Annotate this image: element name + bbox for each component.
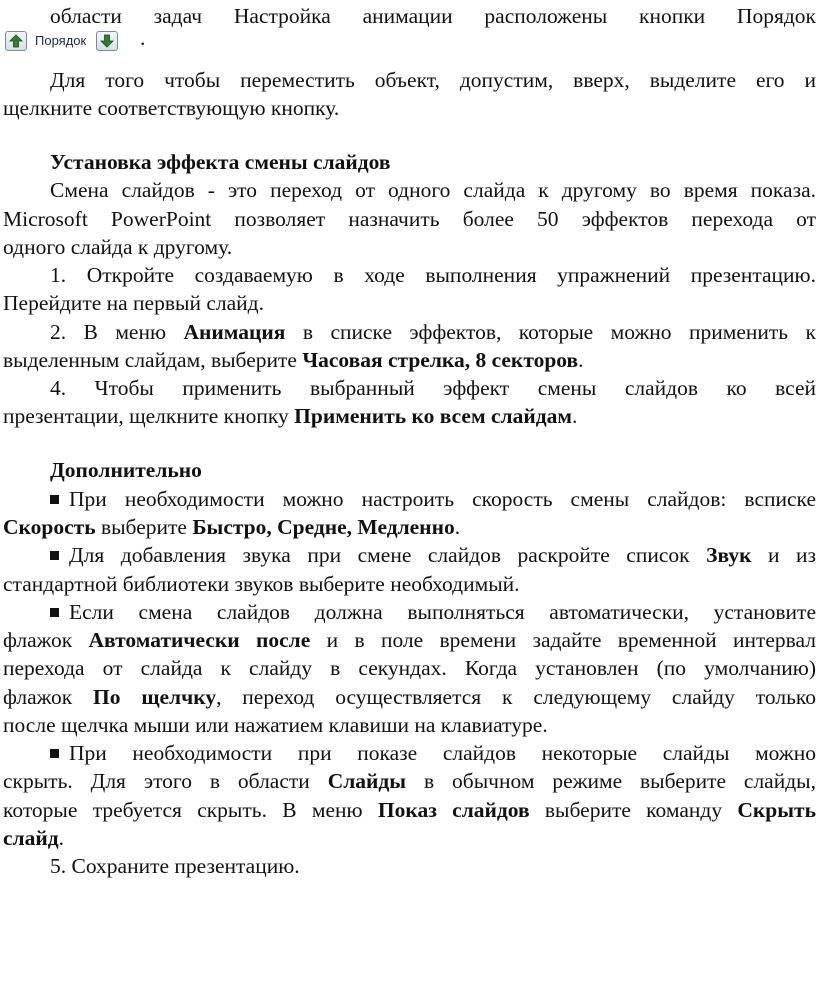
- intro-period: .: [140, 26, 146, 50]
- intro-line-1: области задач Настройка анимации расположены кнопки Порядок: [50, 4, 816, 28]
- step-2-line-1: 2. В меню Анимация в списке эффектов, которые можно применить к: [50, 320, 816, 344]
- menu-animation: Анимация: [183, 320, 286, 344]
- bullet-4-line-2: скрыть. Для этого в области Слайды в обычном режиме выберите слайды,: [3, 769, 816, 793]
- arrow-up-icon: [9, 34, 23, 48]
- bullet-3-line-4: флажок По щелчку, переход осуществляется к следующему слайду только: [3, 685, 816, 709]
- bullet-2-line-2: стандартной библиотеки звуков выберите необходимый.: [3, 572, 520, 596]
- section-heading-transitions: Установка эффекта смены слайдов: [50, 150, 391, 174]
- step-5: 5. Сохраните презентацию.: [50, 854, 300, 878]
- bullet-3-line-1: Если смена слайдов должна выполняться автоматически, установите: [50, 598, 816, 626]
- apply-to-all-button-ref: Применить ко всем слайдам: [294, 404, 572, 428]
- effect-clock-wipe: Часовая стрелка, 8 секторов: [302, 348, 579, 372]
- bullet-3-line-2: флажок Автоматически после и в поле времени задайте временной интервал: [3, 628, 816, 652]
- move-down-button[interactable]: [96, 31, 118, 51]
- section-heading-additional: Дополнительно: [50, 458, 202, 482]
- step-4-line-2: презентации, щелкните кнопку Применить ко всем слайдам.: [3, 404, 578, 428]
- bullet-3-line-5: после щелчка мыши или нажатием клавиши на клавиатуре.: [3, 713, 548, 737]
- order-toolbar: [5, 30, 118, 52]
- intro-p2-line-1: Для того чтобы переместить объект, допустим, вверх, выделите его и: [50, 68, 816, 92]
- s1-p1-line-1: Смена слайдов - это переход от одного слайда к другому во время показа.: [50, 178, 816, 202]
- bullet-icon: [50, 551, 59, 560]
- intro-p2-line-2: щелкните соответствующую кнопку.: [3, 96, 340, 120]
- bullet-icon: [50, 749, 59, 758]
- bullet-2-line-1: Для добавления звука при смене слайдов раскройте список Звук и из: [50, 541, 816, 569]
- bullet-4-line-3: которые требуется скрыть. В меню Показ слайдов выберите команду Скрыть: [3, 798, 816, 822]
- bullet-3-line-3: перехода от слайда к слайду в секундах. Когда установлен (по умолчанию): [3, 656, 816, 680]
- bullet-4-line-1: При необходимости при показе слайдов некоторые слайды можно: [50, 739, 816, 767]
- step-1-line-1: 1. Откройте создаваемую в ходе выполнения упражнений презентацию.: [50, 263, 816, 287]
- arrow-down-icon: [100, 34, 114, 48]
- step-2-line-2: выделенным слайдам, выберите Часовая стрелка, 8 секторов.: [3, 348, 584, 372]
- s1-p1-line-3: одного слайда к другому.: [3, 235, 233, 259]
- bullet-1-line-2: Скорость выберите Быстро, Средне, Медленно.: [3, 515, 461, 539]
- move-up-button[interactable]: [5, 31, 27, 51]
- s1-p1-line-2: Microsoft PowerPoint позволяет назначить более 50 эффектов перехода от: [3, 207, 816, 231]
- bullet-icon: [50, 608, 59, 617]
- bullet-1-line-1: При необходимости можно настроить скорость смены слайдов: всписке: [50, 485, 816, 513]
- bullet-4-line-4: слайд.: [3, 826, 64, 850]
- order-label: Порядок: [35, 33, 87, 48]
- bullet-icon: [50, 495, 59, 504]
- step-4-line-1: 4. Чтобы применить выбранный эффект смены слайдов ко всей: [50, 376, 816, 400]
- step-1-line-2: Перейдите на первый слайд.: [3, 291, 264, 315]
